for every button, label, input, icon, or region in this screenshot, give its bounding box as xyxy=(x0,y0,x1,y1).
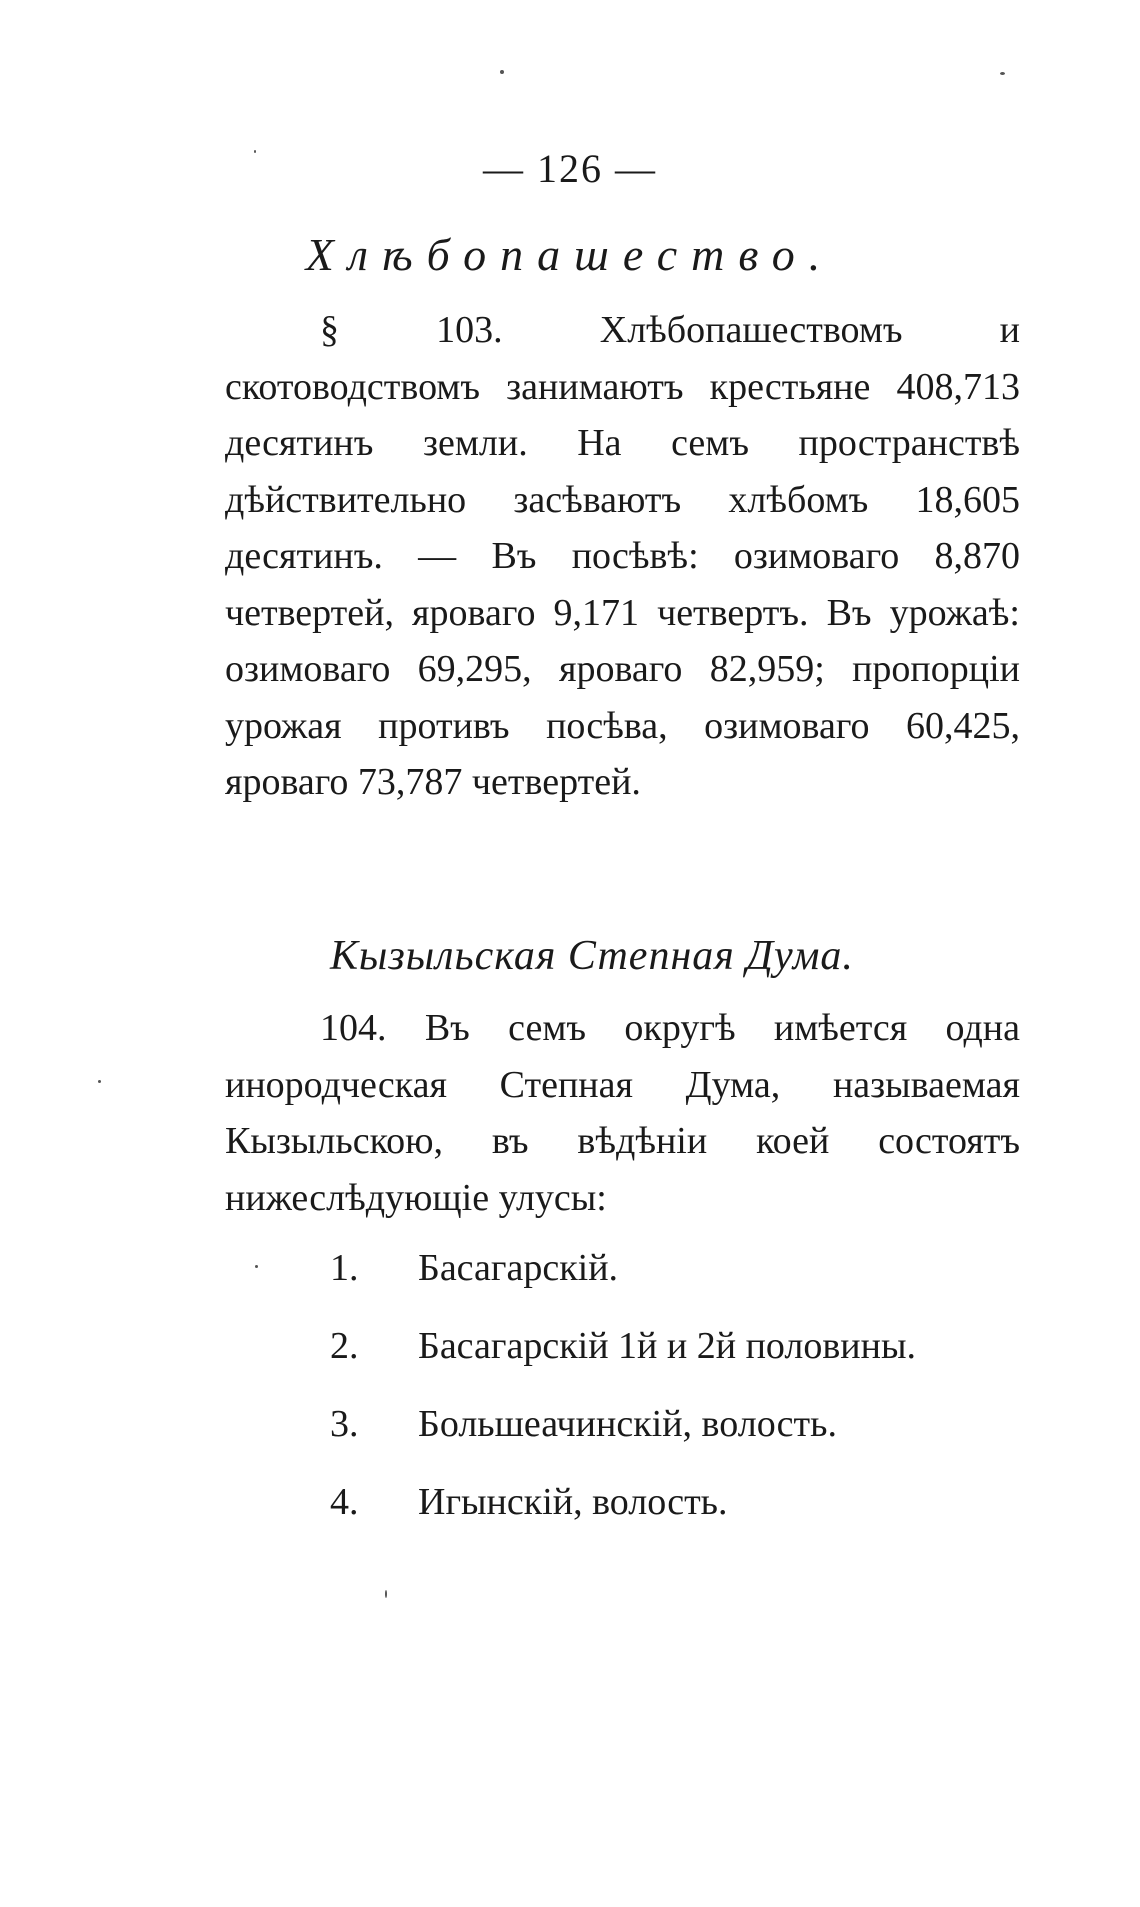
list-item xyxy=(330,1472,1030,1532)
page-number: — 126 — xyxy=(483,146,657,191)
paper-speck xyxy=(500,70,504,74)
paragraph-104-text: 104. Въ семъ округѣ имѣется одна инородческая Степная Дума, называемая Кызыльскою, въ вѣдѣніи коей состоятъ нижеслѣдующіе улусы: xyxy=(225,1007,1020,1219)
list-item-number: 1. xyxy=(330,1247,359,1289)
list-item-number: 3. xyxy=(330,1403,359,1445)
section-heading-agriculture: Хлѣбопашество. xyxy=(305,229,835,280)
paragraph-103-text: § 103. Хлѣбопашествомъ и скотоводствомъ занимаютъ крестьяне 408,713 десятинъ земли. На семъ пространствѣ дѣйствительно засѣваютъ хлѣбомъ 18,605 десятинъ. — Въ посѣвѣ: озимоваго 8,870 четвертей, яроваго 9,171 четвертъ. Въ урожаѣ: озимоваго 69,295, яроваго 82,959; пропорціи урожая противъ посѣва, озимоваго 60,425, яроваго 73,787 четвертей. xyxy=(225,309,1020,803)
paper-speck xyxy=(98,1080,101,1083)
list-item-text: Басагарскій 1й и 2й половины. xyxy=(418,1325,917,1367)
list-item xyxy=(330,1394,1030,1454)
paper-speck xyxy=(254,150,256,153)
ulus-list xyxy=(330,1238,1030,1550)
list-item-text: Басагарскій. xyxy=(418,1247,619,1289)
paragraph-103 xyxy=(225,302,1020,811)
list-item-number: 2. xyxy=(330,1325,359,1367)
section-heading-steppe-duma: Кызыльская Степная Дума. xyxy=(330,933,854,979)
list-item-text: Большеачинскій, волость. xyxy=(418,1403,837,1445)
list-item xyxy=(330,1238,1030,1298)
list-item-text: Игынскій, волость. xyxy=(418,1481,728,1523)
paper-speck xyxy=(1000,72,1005,75)
paper-speck xyxy=(385,1590,387,1598)
list-item xyxy=(330,1316,1030,1376)
paper-speck xyxy=(255,1265,258,1268)
list-item-number: 4. xyxy=(330,1481,359,1523)
paragraph-104 xyxy=(225,1000,1020,1226)
